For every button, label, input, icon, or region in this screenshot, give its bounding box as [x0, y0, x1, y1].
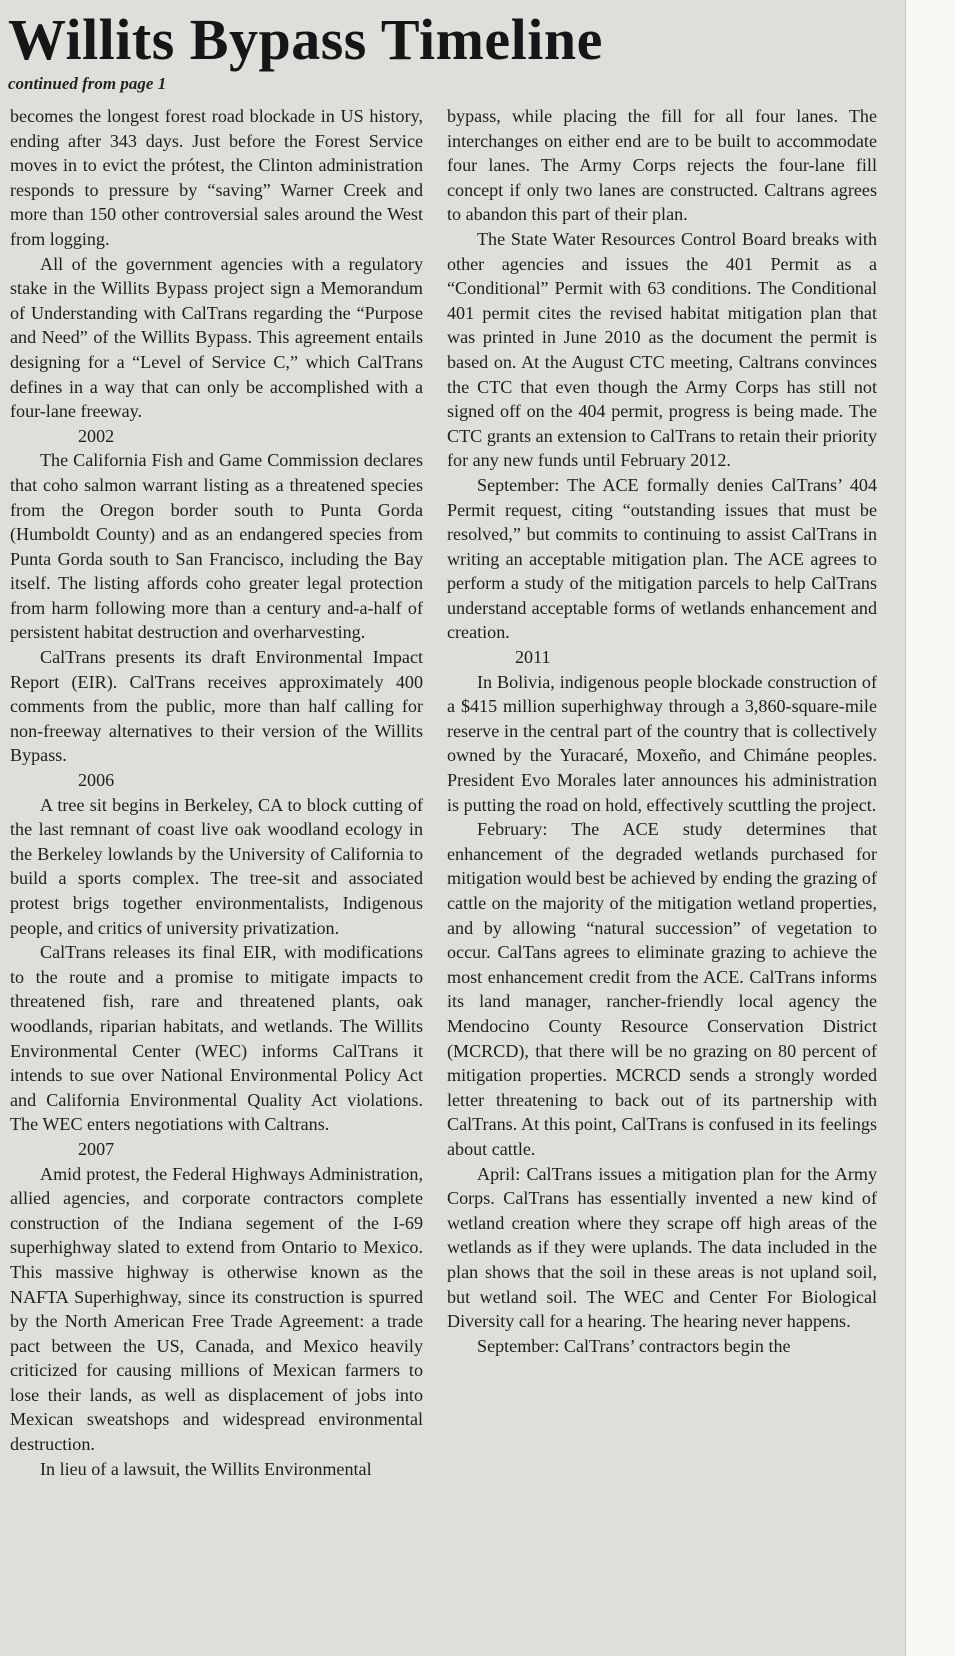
timeline-paragraph: September: CalTrans’ contractors begin the	[477, 1335, 791, 1356]
year-heading: 2011	[515, 647, 551, 668]
timeline-paragraph: In Bolivia, indigenous people blockade construction of a $415 million superhighway through a 3,860-square-mile reserve in the central part of the country that is collectively owned by the Yuracaré, Moxeño, and Chimáne peoples. President Evo Morales later announces his administration is putting the road on hold, effectively scuttling the project.	[447, 671, 877, 815]
year-heading: 2006	[78, 770, 115, 791]
left-column	[10, 104, 423, 1481]
year-heading: 2007	[78, 1138, 115, 1159]
article-title: Willits Bypass Timeline	[8, 7, 603, 72]
year-heading: 2002	[78, 425, 115, 446]
timeline-paragraph: Amid protest, the Federal Highways Administration, allied agencies, and corporate contractors complete construction of the Indiana segement of the I-69 superhighway slated to extend from Ontario to Mexico. This massive highway is otherwise known as the NAFTA Superhighway, since its construction is spurred by the North American Free Trade Agreement: a trade pact between the US, Canada, and Mexico heavily criticized for causing millions of Mexican farmers to lose their lands, as well as displacement of jobs into Mexican sweatshops and widespread environmental destruction.	[10, 1163, 423, 1455]
continued-note: continued from page 1	[8, 74, 167, 93]
timeline-paragraph: bypass, while placing the fill for all four lanes. The interchanges on either end are to be built to accommodate four lanes. The Army Corps rejects the four-lane fill concept if only two lanes are constructed. Caltrans agrees to abandon this part of their plan.	[447, 106, 877, 225]
timeline-paragraph: CalTrans releases its final EIR, with modifications to the route and a promise to mitigate impacts to threatened fish, rare and threatened plants, oak woodlands, riparian habitats, and wetlands. The Willits Environmental Center (WEC) informs CalTrans it intends to sue over National Environmental Policy Act and California Environmental Quality Act violations. The WEC enters negotiations with Caltrans.	[10, 942, 423, 1135]
timeline-paragraph: April: CalTrans issues a mitigation plan for the Army Corps. CalTrans has essentially invented a new kind of wetland creation where they scrape off high areas of the wetlands as if they were uplands. The data included in the plan shows that the soil in these areas is not upland soil, but wetland soil. The WEC and Center For Biological Diversity call for a hearing. The hearing never happens.	[447, 1163, 877, 1332]
timeline-paragraph: A tree sit begins in Berkeley, CA to block cutting of the last remnant of coast live oak woodland ecology in the Berkeley lowlands by the University of California to build a sports complex. The tree-sit and associated protest brigs together environmentalists, Indigenous people, and critics of university privatization.	[10, 794, 423, 938]
timeline-paragraph: February: The ACE study determines that enhancement of the degraded wetlands purchased for mitigation would best be achieved by ending the grazing of cattle on the majority of the mitigation wetland properties, and by allowing “natural succession” of vegetation to occur. CalTans agrees to eliminate grazing to achieve the most enhancement credit from the ACE. CalTrans informs its land manager, rancher-friendly local agency the Mendocino County Resource Conservation District (MCRCD), that there will be no grazing on 80 percent of mitigation properties. MCRCD sends a strongly worded letter threatening to back out of its partnership with CalTrans. At this point, CalTrans is confused in its feelings about cattle.	[447, 819, 877, 1159]
timeline-paragraph: CalTrans presents its draft Environmental Impact Report (EIR). CalTrans receives approximately 400 comments from the public, more than half calling for non-freeway alternatives to their version of the Willits Bypass.	[10, 647, 423, 766]
right-column	[447, 104, 877, 1358]
timeline-paragraph: The State Water Resources Control Board breaks with other agencies and issues the 401 Permit as a “Conditional” Permit with 63 conditions. The Conditional 401 permit cites the revised habitat mitigation plan that was printed in June 2010 as the document the permit is based on. At the August CTC meeting, Caltrans convinces the CTC that even though the Army Corps has still not signed off on the 404 permit, progress is being made. The CTC grants an extension to CalTrans to retain their priority for any new funds until February 2012.	[447, 228, 877, 471]
timeline-paragraph: The California Fish and Game Commission declares that coho salmon warrant listing as a threatened species from the Oregon border south to Punta Gorda (Humboldt County) and as an endangered species from Punta Gorda south to San Francisco, including the Bay itself. The listing affords coho greater legal protection from harm following more than a century and-a-half of persistent habitat destruction and overharvesting.	[10, 450, 423, 643]
timeline-paragraph: In lieu of a lawsuit, the Willits Environmental	[40, 1458, 372, 1479]
timeline-paragraph: becomes the longest forest road blockade in US history, ending after 343 days. Just before the Forest Service moves in to evict the prótest, the Clinton administration responds to pressure by “saving” Warner Creek and more than 150 other controversial sales around the West from logging.	[10, 106, 423, 249]
timeline-paragraph: September: The ACE formally denies CalTrans’ 404 Permit request, citing “outstanding issues that must be resolved,” but commits to continuing to assist CalTrans in writing an acceptable mitigation plan. The ACE agrees to perform a study of the mitigation parcels to help CalTrans understand acceptable forms of wetlands enhancement and creation.	[447, 474, 877, 643]
timeline-paragraph: All of the government agencies with a regulatory stake in the Willits Bypass project sign a Memorandum of Understanding with CalTrans regarding the “Purpose and Need” of the Willits Bypass. This agreement entails designing for a “Level of Service C,” which CalTrans defines in a way that can only be accomplished with a four-lane freeway.	[10, 253, 423, 422]
